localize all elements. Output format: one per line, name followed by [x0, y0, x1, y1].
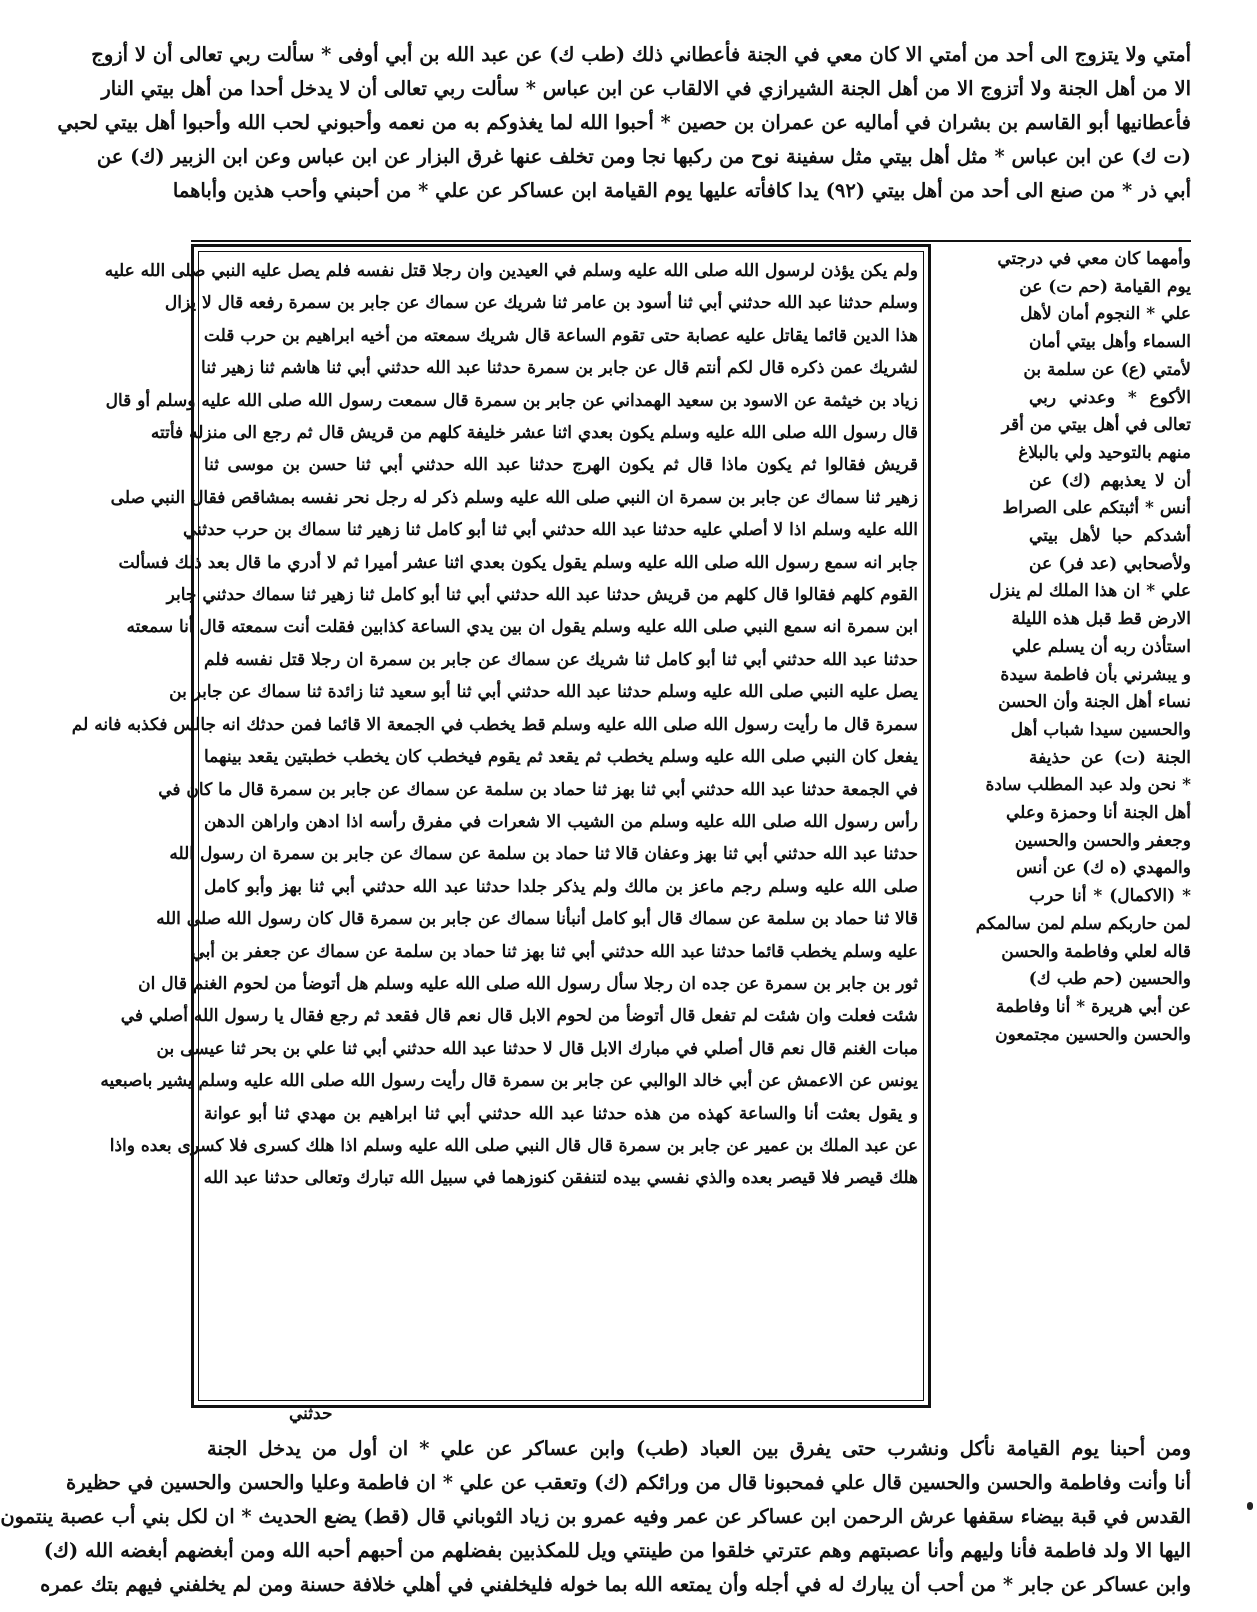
side-margin-commentary	[975, 246, 1191, 1049]
main-text-line: في الجمعة حدثنا عبد الله حدثني أبي ثنا بهز ثنا حماد بن سلمة عن سماك عن جابر بن سمرة قال ما كان في	[158, 779, 918, 800]
main-text-line: وسلم حدثنا عبد الله حدثني أبي ثنا أسود بن عامر ثنا شريك عن سماك عن جابر بن سمرة رفعه قال لا يزال	[164, 293, 918, 314]
side-margin-line: و يبشرني بأن فاطمة سيدة	[1000, 664, 1191, 685]
side-margin-line: علي * النجوم أمان لأهل	[1020, 304, 1191, 325]
main-text-line: و يقول بعثت أنا والساعة كهذه من هذه حدثنا عبد الله حدثني أبي ثنا ابراهيم بن مهدي ثنا أبو عوانة	[204, 1103, 918, 1124]
main-text-line: يصل عليه النبي صلى الله عليه وسلم حدثنا عبد الله حدثني أبي ثنا أبو سعيد ثنا زائدة ثنا سماك عن جابر بن	[169, 682, 918, 703]
scan-edge-mark	[1247, 1502, 1253, 1510]
main-text-line: عن عبد الملك بن عمير عن جابر بن سمرة قال قال النبي صلى الله عليه وسلم اذا هلك كسرى فلا كسرى بعده واذا	[109, 1135, 918, 1156]
main-text-line: القوم كلهم فقالوا قال كلهم من قريش حدثنا عبد الله حدثني أبي ثنا أبو كامل ثنا زهير ثنا سماك حدثني جابر	[166, 585, 918, 606]
main-text-line: الله عليه وسلم اذا لا أصلي عليه حدثنا عبد الله حدثني أبي ثنا أبو كامل ثنا زهير ثنا سماك بن حرب حدثني	[182, 520, 918, 541]
side-margin-line: أن لا يعذبهم (ك) عن	[1029, 470, 1191, 491]
main-text-line: زياد بن خيثمة عن الاسود بن سعيد الهمداني عن جابر بن سمرة قال سمعت رسول الله صلى الله عليه وسلم أو قال	[105, 390, 918, 411]
main-text-line: لشريك عمن ذكره قال لكم أنتم قال عن جابر بن سمرة حدثنا عبد الله حدثني أبي ثنا هاشم ثنا زهير ثنا	[201, 358, 918, 379]
main-text-line: ابن سمرة انه سمع النبي صلى الله عليه وسلم يقول ان بين يدي الساعة كذابين فقلت أنت سمعته قال أنا سمعته	[126, 617, 918, 638]
main-text-line: هلك قيصر فلا قيصر بعده والذي نفسي بيده لتنفقن كنوزهما في سبيل الله تبارك وتعالى حدثنا عبد الله	[203, 1168, 918, 1189]
top-margin-line: فأعطانيها أبو القاسم بن بشران في أماليه عن عمران بن حصين * أحبوا الله لما يغذوكم به من نعمه وأحبوني لحب الله وأحبوا أهل بيتي لحبي	[57, 111, 1191, 134]
side-margin-line: السماء وأهل بيتي أمان	[1029, 332, 1191, 353]
side-margin-line: * (الاكمال) * أنا حرب	[1029, 886, 1191, 907]
main-text-frame	[71, 244, 931, 1408]
side-margin-line: الجنة (ت) عن حذيفة	[1029, 747, 1191, 768]
side-margin-line: ولأصحابي (عد فر) عن	[1029, 553, 1191, 574]
side-margin-line: والمهدي (ه ك) عن أنس	[1016, 858, 1191, 879]
side-margin-line: لمن حاربكم سلم لمن سالمكم	[975, 913, 1191, 934]
side-margin-line: تعالى في أهل بيتي من أقر	[1001, 415, 1191, 436]
side-margin-line: علي * ان هذا الملك لم ينزل	[989, 581, 1191, 602]
bottom-margin-commentary	[0, 1432, 1191, 1602]
side-margin-line: والحسن والحسين مجتمعون	[995, 1024, 1191, 1045]
side-margin-line: أهل الجنة أنا وحمزة وعلي	[1006, 803, 1191, 824]
bottom-margin-line: ومن أحبنا يوم القيامة نأكل ونشرب حتى يفرق بين العباد (طب) وابن عساكر عن علي * ان أول من يدخل الجنة	[207, 1437, 1191, 1460]
main-text-line: يونس عن الاعمش عن أبي خالد الوالبي عن جابر بن سمرة قال رأيت رسول الله صلى الله عليه وسلم يشير باصبعيه	[100, 1071, 918, 1092]
main-text-line: ولم يكن يؤذن لرسول الله صلى الله عليه وسلم في العيدين وان رجلا قتل نفسه فلم يصل عليه النبي صلى الله عليه	[104, 261, 918, 281]
main-text-line: قالا ثنا حماد بن سلمة عن سماك قال أبو كامل أنبأنا سماك عن جابر بن سمرة قال كان رسول الله صلى الله	[156, 909, 918, 930]
bottom-margin-line: وابن عساكر عن جابر * من أحب أن يبارك له في أجله وأن يمتعه الله بما خوله فليخلفني في أهلي خلافة حسنة ومن لم يخلفني فيهم بتك عمره	[40, 1573, 1191, 1596]
main-text-line: سمرة قال ما رأيت رسول الله صلى الله عليه وسلم قط يخطب في الجمعة الا قائما فمن حدثك انه جالس فكذبه فانه لم	[71, 714, 918, 735]
side-margin-line: عن أبي هريرة * أنا وفاطمة	[995, 996, 1191, 1017]
main-text-line: صلى الله عليه وسلم رجم ماعز بن مالك ولم يذكر جلدا حدثنا عبد الله حدثني أبي ثنا بهز وأبو كامل	[204, 876, 918, 897]
top-margin-commentary	[57, 38, 1191, 208]
main-text-line: ثور بن جابر بن سمرة عن جده ان رجلا سأل رسول الله صلى الله عليه وسلم هل أتوضأ من لحوم الغنم قال ان	[138, 973, 918, 994]
bottom-margin-line: اليها الا ولد فاطمة فأنا وليهم وأنا عصبتهم وهم عترتي خلقوا من طينتي ويل للمكذبين بفضلهم من أحبهم أحبه الله ومن أبغضهم أبغضه الله (ك)	[43, 1539, 1191, 1562]
main-text-line: حدثنا عبد الله حدثني أبي ثنا بهز وعفان قالا ثنا حماد بن سلمة عن سماك عن جابر بن سمرة ان رسول الله	[169, 844, 918, 865]
main-text-line: يفعل كان النبي صلى الله عليه وسلم يخطب ثم يقعد ثم يقوم فيخطب كان يخطب خطبتين يقعد بينهما	[204, 747, 918, 768]
side-margin-line: أنس * أثبتكم على الصراط	[1002, 498, 1191, 519]
side-margin-line: الأكوع * وعدني ربي	[1029, 387, 1191, 408]
side-margin-line: والحسين (حم طب ك)	[1028, 969, 1191, 990]
side-margin-line: لأمتي (ع) عن سلمة بن	[1023, 359, 1191, 380]
catchword: حدثني	[289, 1404, 333, 1424]
side-margin-line: الارض قط قبل هذه الليلة	[1011, 609, 1191, 630]
top-divider-rule	[191, 240, 1191, 242]
side-margin-line: والحسين سيدا شباب أهل	[1010, 719, 1191, 740]
top-margin-line: أمتي ولا يتزوج الى أحد من أمتي الا كان معي في الجنة فأعطاني ذلك (طب ك) عن عبد الله بن أبي أوفى * سألت ربي تعالى أن لا أزوج	[91, 43, 1191, 66]
side-margin-line: يوم القيامة (حم ت) عن	[1019, 276, 1191, 297]
side-margin-line: * نحن ولد عبد المطلب سادة	[985, 775, 1191, 796]
side-margin-line: أشدكم حبا لأهل بيتي	[1029, 526, 1191, 547]
side-margin-line: وجعفر والحسن والحسين	[1014, 830, 1191, 851]
main-text-line: مبات الغنم قال نعم قال أصلي في مبارك الابل قال لا حدثنا عبد الله حدثني أبي ثنا علي بن بحر ثنا عيسى بن	[156, 1038, 918, 1059]
top-margin-line: الا من أهل الجنة ولا أتزوج الا من أهل الجنة الشيرازي في الالقاب عن ابن عباس * سألت ربي تعالى أن لا يدخل أحدا من أهل بيتي النار	[101, 77, 1191, 100]
main-text-line: شئت فعلت وان شئت لم تفعل قال أتوضأ من لحوم الابل قال نعم قال فقعد ثم رجع فقال يا رسول الله أصلي في	[120, 1006, 918, 1027]
bottom-margin-line: أنا وأنت وفاطمة والحسن والحسين قال علي فمحبونا قال من ورائكم (ك) وتعقب عن علي * ان فاطمة وعليا والحسن والحسين في حظيرة	[66, 1471, 1191, 1494]
main-text-line: زهير ثنا سماك عن جابر بن سمرة ان النبي صلى الله عليه وسلم ذكر له رجل نحر نفسه بمشاقص فقال النبي صلى	[110, 487, 918, 508]
bottom-margin-line: القدس في قبة بيضاء سقفها عرش الرحمن ابن عساكر عن عمر وفيه عمرو بن زياد الثوباني قال (قط) يضع الحديث * ان لكل بني أب عصبة ينتمون	[0, 1505, 1191, 1528]
main-text-line: قال رسول الله صلى الله عليه وسلم يكون بعدي اثنا عشر خليفة كلهم من قريش قال ثم رجع الى منزله فأتته	[150, 423, 918, 444]
side-margin-line: قاله لعلي وفاطمة والحسن	[1001, 941, 1191, 962]
main-text-line: جابر انه سمع رسول الله صلى الله عليه وسلم يقول يكون بعدي اثنا عشر أميرا ثم لا أدري ما قال بعد ذلك فسألت	[118, 552, 918, 573]
side-margin-line: وأمهما كان معي في درجتي	[997, 249, 1191, 269]
main-text-line: قريش فقالوا ثم يكون ماذا قال ثم يكون الهرج حدثنا عبد الله حدثني أبي ثنا حسن بن موسى ثنا	[204, 455, 918, 476]
main-text-line: هذا الدين قائما يقاتل عليه عصابة حتى تقوم الساعة قال شريك سمعته من أخيه ابراهيم بن حرب قلت	[203, 325, 918, 346]
top-margin-line: (ت ك) عن ابن عباس * مثل أهل بيتي مثل سفينة نوح من ركبها نجا ومن تخلف عنها غرق البزار عن ابن عباس وعن ابن الزبير (ك) عن	[96, 145, 1191, 168]
main-text-line: رأس رسول الله صلى الله عليه وسلم من الشيب الا شعرات في مفرق رأسه اذا ادهن واراهن الدهن	[204, 811, 918, 832]
side-margin-line: منهم بالتوحيد ولي بالبلاغ	[1018, 442, 1191, 463]
main-text-line: حدثنا عبد الله حدثني أبي ثنا أبو كامل ثنا شريك عن سماك عن جابر بن سمرة ان رجلا قتل نفسه فلم	[204, 649, 918, 670]
main-text-line: عليه وسلم يخطب قائما حدثنا عبد الله حدثني أبي ثنا بهز ثنا حماد بن سلمة عن سماك عن جعفر بن أبي	[191, 941, 918, 962]
top-margin-line: أبي ذر * من صنع الى أحد من أهل بيتي (٩٢) يدا كافأته عليها يوم القيامة ابن عساكر عن علي * من أحبني وأحب هذين وأباهما	[172, 179, 1191, 202]
main-hadith-text	[71, 255, 918, 1195]
side-margin-line: استأذن ربه أن يسلم علي	[1011, 636, 1191, 657]
side-margin-line: نساء أهل الجنة وأن الحسن	[998, 692, 1191, 713]
